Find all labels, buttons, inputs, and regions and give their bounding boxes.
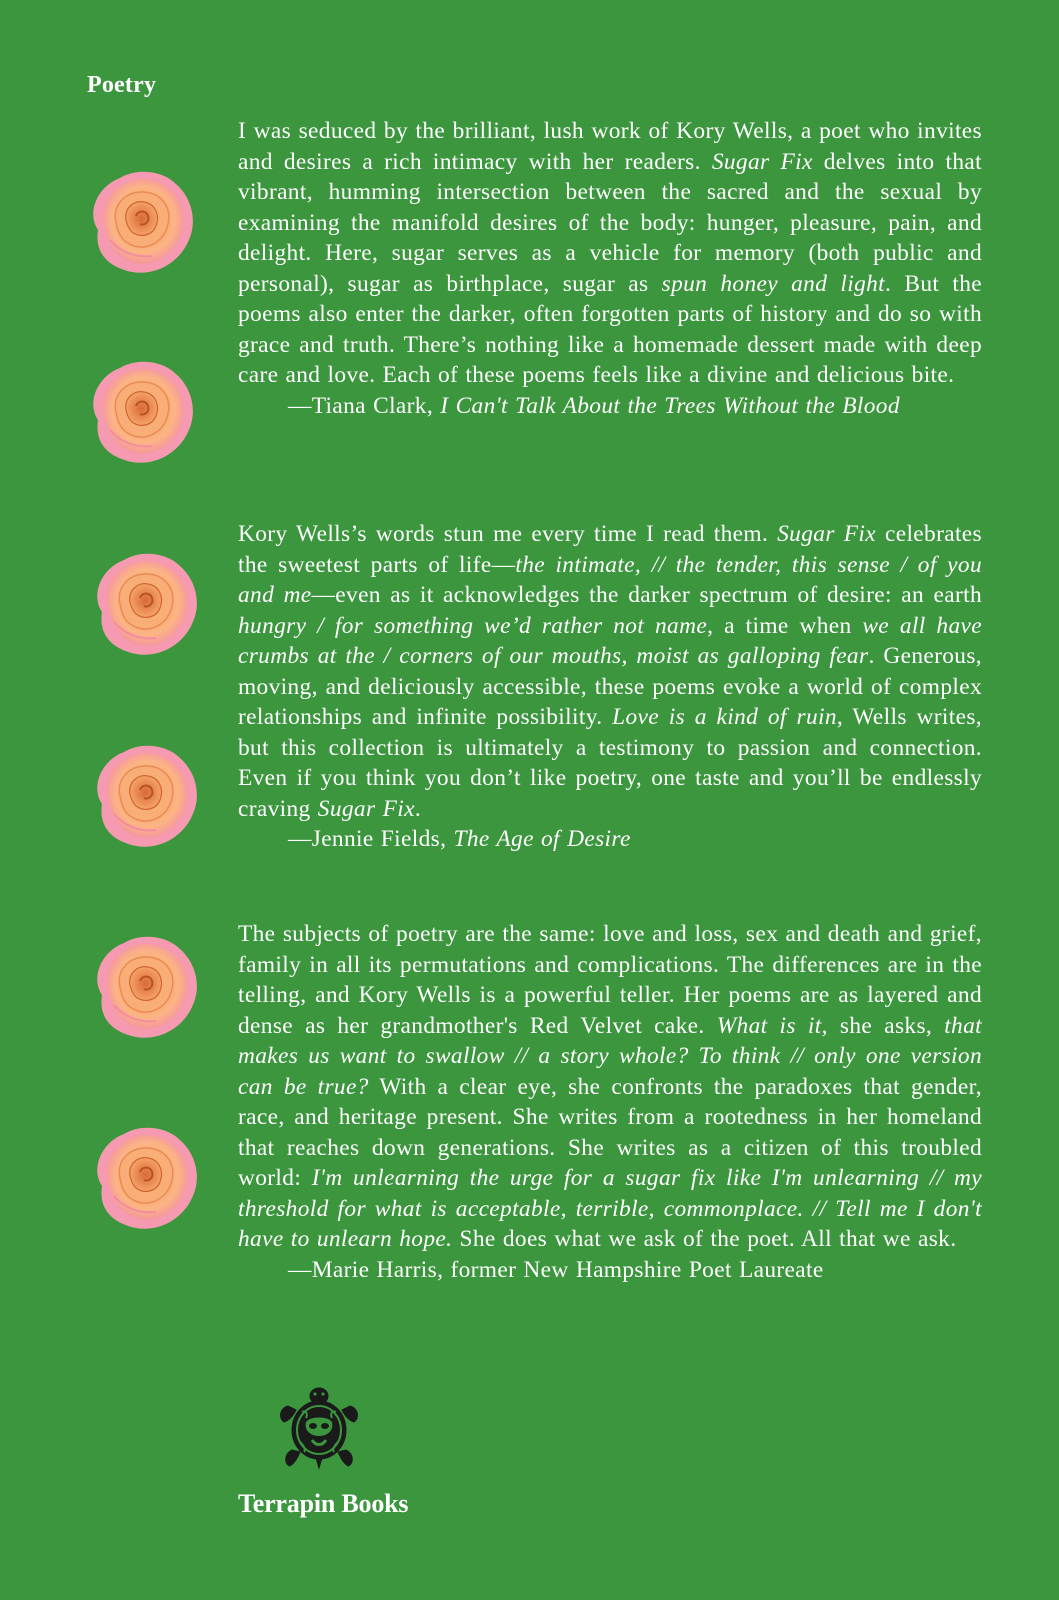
attribution xyxy=(238,824,982,855)
rose-icon xyxy=(84,542,208,666)
blurb-segment: she asks, xyxy=(827,1012,945,1039)
category-label: Poetry xyxy=(87,72,157,98)
rose-icon xyxy=(84,734,208,858)
blurb-segment-italic: hungry / for something we’d rather not name xyxy=(238,612,708,639)
attribution-name: —Marie Harris, former New Hampshire Poet Laureate xyxy=(288,1256,824,1283)
blurb-segment: Kory Wells’s words stun me every time I read them. xyxy=(238,521,778,547)
blurb-segment-italic: Sugar Fix xyxy=(317,795,415,822)
blurb-segment-italic: the intimate, // the tender, this sense / of you and me xyxy=(238,551,982,608)
blurb-segment-italic: spun honey and light xyxy=(661,270,886,297)
blurb-segment: . xyxy=(414,795,422,822)
blurb-text xyxy=(238,519,982,824)
blurb-segment-italic: that makes us want to swallow // a story whole? To think // only one version can be true? xyxy=(238,1012,982,1100)
rose-icon xyxy=(80,350,204,474)
blurb-jennie-fields xyxy=(238,519,982,855)
turtle-logo-icon xyxy=(276,1384,362,1470)
rose-icon xyxy=(80,160,204,284)
attribution-name: —Tiana Clark, xyxy=(288,392,441,419)
blurb-segment-italic: What is it, xyxy=(716,1012,828,1039)
publisher-name: Terrapin Books xyxy=(238,1489,409,1518)
blurb-segment: The subjects of poetry are the same: love and loss, sex and death and grief, family in all its permutations and complications. The differences are in the telling, and Kory Wells is a powerful teller. Her poems are as layered and dense as her grandmother's Red Velvet cake. xyxy=(238,921,982,1039)
blurb-segment: . But the poems also enter the darker, often forgotten parts of history and do so with grace and truth. There’s nothing like a homemade dessert made with deep care and love. Each of these poems feels like a divine and delicious bite. xyxy=(238,270,982,388)
blurb-text xyxy=(238,116,982,391)
attribution-work: I Can't Talk About the Trees Without the Blood xyxy=(440,392,900,419)
blurb-text xyxy=(238,919,982,1255)
blurb-segment: —even as it acknowledges the darker spectrum of desire: an earth xyxy=(311,582,982,608)
rose-icon xyxy=(84,925,208,1049)
blurb-segment-italic: Sugar Fix xyxy=(777,521,876,547)
rose-icon xyxy=(84,1116,208,1240)
attribution-name: —Jennie Fields, xyxy=(288,826,454,852)
blurb-marie-harris xyxy=(238,919,982,1285)
attribution-work: The Age of Desire xyxy=(453,826,631,852)
blurb-segment-italic: Sugar Fix xyxy=(711,148,813,175)
blurb-segment-italic: I'm unlearning the urge for a sugar fix like I'm unlearning // my threshold for what is acceptable, terrible, commonplace. // Tell me I don't have to unlearn hope. xyxy=(238,1165,982,1252)
blurb-segment: I was seduced by the brilliant, lush work of Kory Wells, a poet who invites and desires a rich intimacy with her readers. xyxy=(238,118,982,175)
blurb-segment-italic: we all have crumbs at the / corners of our mouths, moist as galloping fear xyxy=(238,612,982,669)
blurb-tiana-clark xyxy=(238,116,982,421)
blurb-segment-italic: Love is a kind of ruin xyxy=(612,704,837,730)
blurb-segment: With a clear eye, she confronts the paradoxes that gender, race, and heritage present. She writes from a rootedness in her homeland that reaches down generations. She writes as a citizen of this troubled world: xyxy=(238,1073,982,1191)
attribution xyxy=(238,391,982,422)
attribution xyxy=(238,1255,982,1286)
blurb-segment: . Generous, moving, and deliciously accessible, these poems evoke a world of complex relationships and infinite possibility. xyxy=(238,643,982,730)
blurb-segment: , Wells writes, but this collection is ultimately a testimony to passion and connection. Even if you think you don’t like poetry, one taste and you’ll be endlessly craving xyxy=(238,704,982,822)
blurb-segment: celebrates the sweetest parts of life— xyxy=(238,521,982,578)
blurb-segment: , a time when xyxy=(707,612,863,639)
blurb-segment: She does what we ask of the poet. All that we ask. xyxy=(452,1226,957,1252)
blurb-segment: delves into that vibrant, humming intersection between the sacred and the sexual by examining the manifold desires of the body: hunger, pleasure, pain, and delight. Here, sugar serves as a vehicle for memory (both public and personal), sugar as birthplace, sugar as xyxy=(238,148,982,297)
